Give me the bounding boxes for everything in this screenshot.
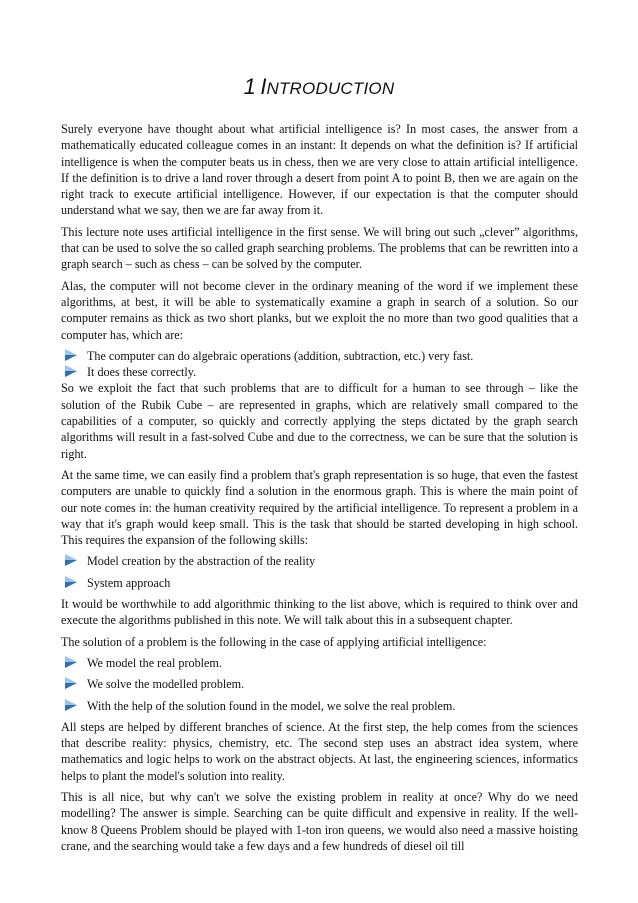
paragraph-8: All steps are helped by different branches of science. At the first step, the help comes from the sciences that describe reality: physics, chemistry, etc. The second step uses an abstract idea system, where mathematics and logic helps to work on the abstract objects. At last, the engineering sciences, informatics helps to plant the model's solution into reality.: [61, 719, 578, 783]
list-item: [61, 676, 578, 692]
paragraph-4: So we exploit the fact that such problems that are to difficult for a human to see through – like the solution of the Rubik Cube – are represented in graphs, which are relatively small compared to the capabilities of a computer, so quickly and correctly applying the steps dictated by the graph search algorithms will result in a fast-solved Cube and due to the correctness, we can be sure that the solution is right.: [61, 381, 578, 461]
chapter-title-initial: I: [260, 74, 267, 99]
list-item: [61, 698, 578, 714]
arrow-bullet-icon: [65, 576, 77, 588]
arrow-bullet-icon: [65, 365, 77, 377]
list-item-text: System approach: [87, 575, 171, 590]
list-item-text: Model creation by the abstraction of the reality: [87, 554, 316, 569]
list-item-text: We model the real problem.: [87, 655, 222, 670]
paragraph-6: It would be worthwhile to add algorithmic thinking to the list above, which is required to think over and execute the algorithms published in this note. We will talk about this in a subsequent chapter.: [61, 597, 578, 628]
chapter-title-rest: NTRODUCTION: [266, 79, 395, 98]
list-item-text: We solve the modelled problem.: [87, 677, 245, 692]
list-item-text: It does these correctly.: [87, 365, 197, 380]
list-item: [61, 575, 578, 591]
chapter-title: [0, 74, 638, 100]
list-item-text: The computer can do algebraic operations (addition, subtraction, etc.) very fast.: [87, 348, 474, 363]
paragraph-5: At the same time, we can easily find a problem that's graph representation is so huge, that even the fastest computers are unable to quickly find a solution in the enormous graph. This is where the main point of our note comes in: the human creativity required by the artificial intelligence. To represent a problem in a way that it's graph would keep small. This is the task that should be started developing in high school. This requires the expansion of the following skills:: [61, 467, 578, 548]
paragraph-1: Surely everyone have thought about what artificial intelligence is? In most cases, the answer from a mathematically educated colleague comes in an instant: It depends on what the definition is? If artificial intelligence is when the computer beats us in chess, then we are very close to attain artificial intelligence. If the definition is to drive a land rover through a desert from point A to point B, then we are again on the right track to execute artificial intelligence. However, if our expectation is that the computer should understand what we say, then we are far away from it.: [61, 122, 578, 218]
list-item: [61, 553, 578, 569]
arrow-bullet-icon: [65, 699, 77, 711]
list-item: [61, 348, 578, 364]
arrow-bullet-icon: [65, 677, 77, 689]
arrow-bullet-icon: [65, 656, 77, 668]
paragraph-9: This is all nice, but why can't we solve the existing problem in reality at once? Why do we need modelling? The answer is simple. Searching can be quite difficult and expensive in reality. If the well-know 8 Queens Problem should be played with 1-ton iron queens, we would also need a massive hoisting crane, and the searching would take a few days and a few hundreds of diesel oil till: [61, 789, 578, 853]
list-item: [61, 364, 578, 380]
paragraph-7: The solution of a problem is the following in the case of applying artificial intelligence:: [61, 634, 487, 649]
chapter-number: 1: [243, 74, 256, 99]
body-text: [61, 121, 578, 859]
arrow-bullet-icon: [65, 349, 77, 361]
paragraph-3: Alas, the computer will not become clever in the ordinary meaning of the word if we implement these algorithms, at best, it will be able to systematically examine a graph in search of a solution. So our computer remains as thick as two short planks, but we exploit the no more than two good qualities that a computer has, which are:: [61, 278, 578, 342]
list-item-text: With the help of the solution found in the model, we solve the real problem.: [87, 698, 456, 713]
arrow-bullet-icon: [65, 554, 77, 566]
list-item: [61, 655, 578, 671]
paragraph-2: This lecture note uses artificial intelligence in the first sense. We will bring out such „clever” algorithms, that can be used to solve the so called graph searching problems. The problems that can be rewritten into a graph search – such as chess – can be solved by the computer.: [61, 224, 578, 272]
